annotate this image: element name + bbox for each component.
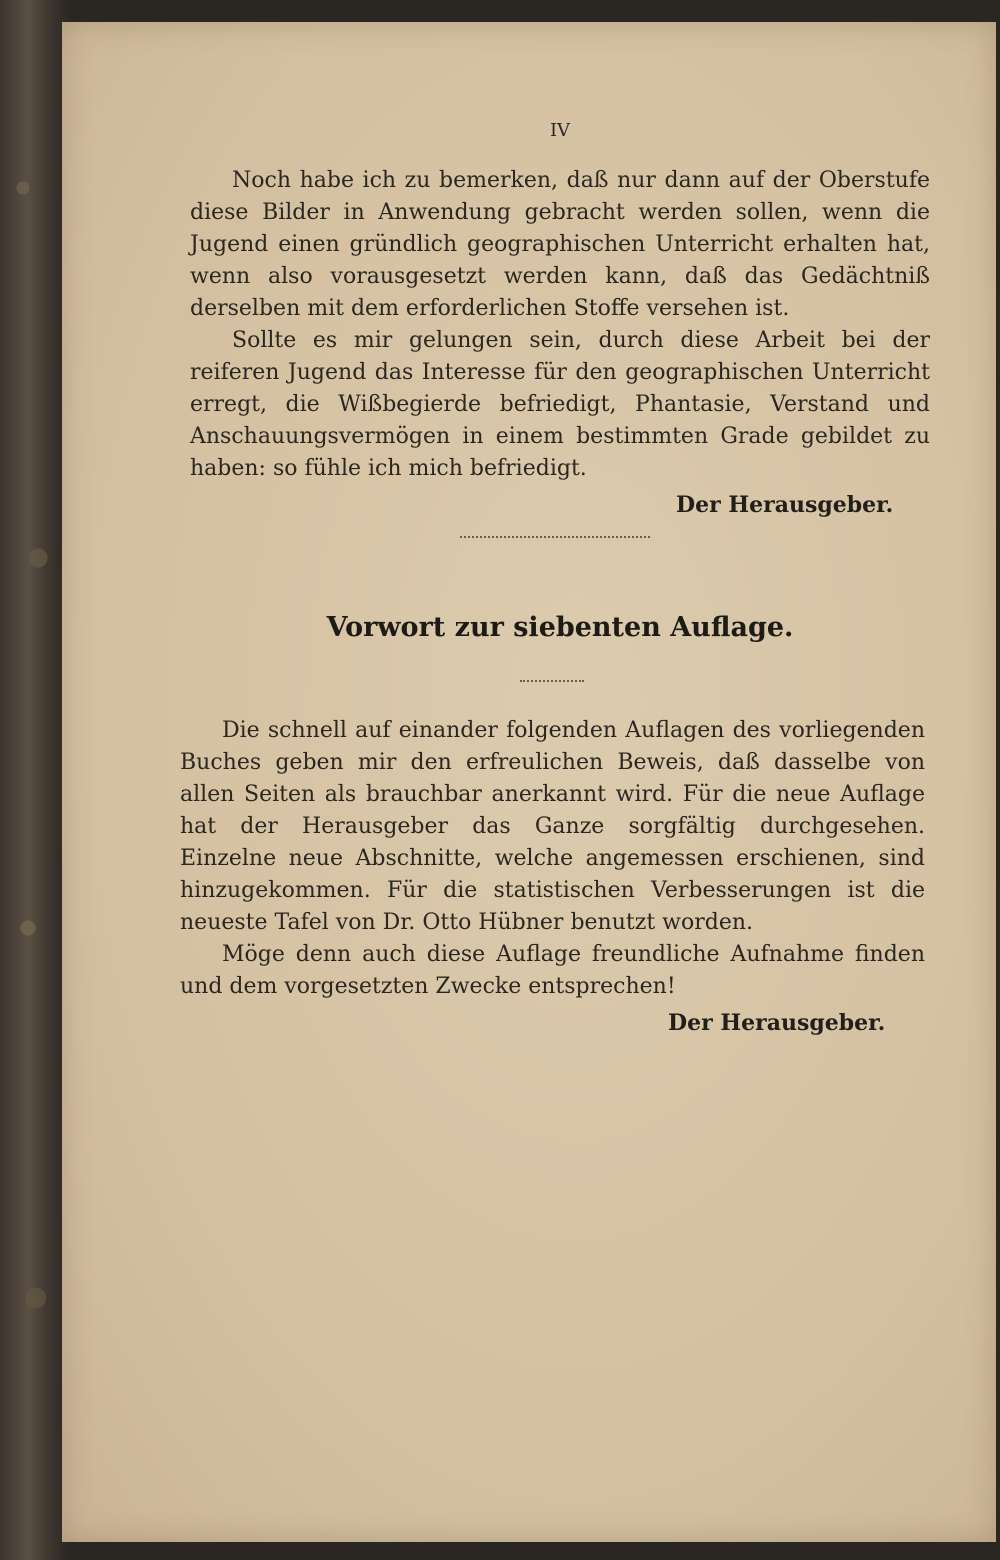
signature: Der Herausgeber. [668, 1010, 886, 1036]
book-spine [0, 0, 70, 1560]
page-number: IV [549, 120, 571, 141]
section2-text [180, 715, 925, 1003]
section-heading: Vorwort zur siebenten Auflage. [326, 612, 794, 643]
signature: Der Herausgeber. [676, 492, 894, 518]
paragraph: Möge denn auch diese Auflage freundliche Aufnahme finden und dem vorgesetzten Zwecke entsprechen! [180, 942, 925, 999]
paragraph: Noch habe ich zu bemerken, daß nur dann auf der Oberstufe diese Bilder in Anwendung gebracht werden sollen, wenn die Jugend einen gründlich geographischen Unterricht erhalten hat, wenn also vorausgesetzt werden kann, daß das Gedächtniß derselben mit dem erforderlichen Stoffe versehen ist. [190, 168, 930, 321]
divider-rule [460, 536, 650, 544]
section1-text [190, 165, 930, 485]
paragraph: Sollte es mir gelungen sein, durch diese Arbeit bei der reiferen Jugend das Interesse für den geographischen Unterricht erregt, die Wißbegierde befriedigt, Phantasie, Verstand und Anschauungsvermögen in einem bestimmten Grade gebildet zu haben: so fühle ich mich befriedigt. [190, 328, 930, 481]
divider-rule [520, 680, 584, 688]
paragraph: Die schnell auf einander folgenden Auflagen des vorliegenden Buches geben mir den erfreulichen Beweis, daß dasselbe von allen Seiten als brauchbar anerkannt wird. Für die neue Auflage hat der Herausgeber das Ganze sorgfältig durchgesehen. Einzelne neue Abschnitte, welche angemessen erschienen, sind hinzugekommen. Für die statistischen Verbesserungen ist die neueste Tafel von Dr. Otto Hübner benutzt worden. [180, 718, 925, 935]
